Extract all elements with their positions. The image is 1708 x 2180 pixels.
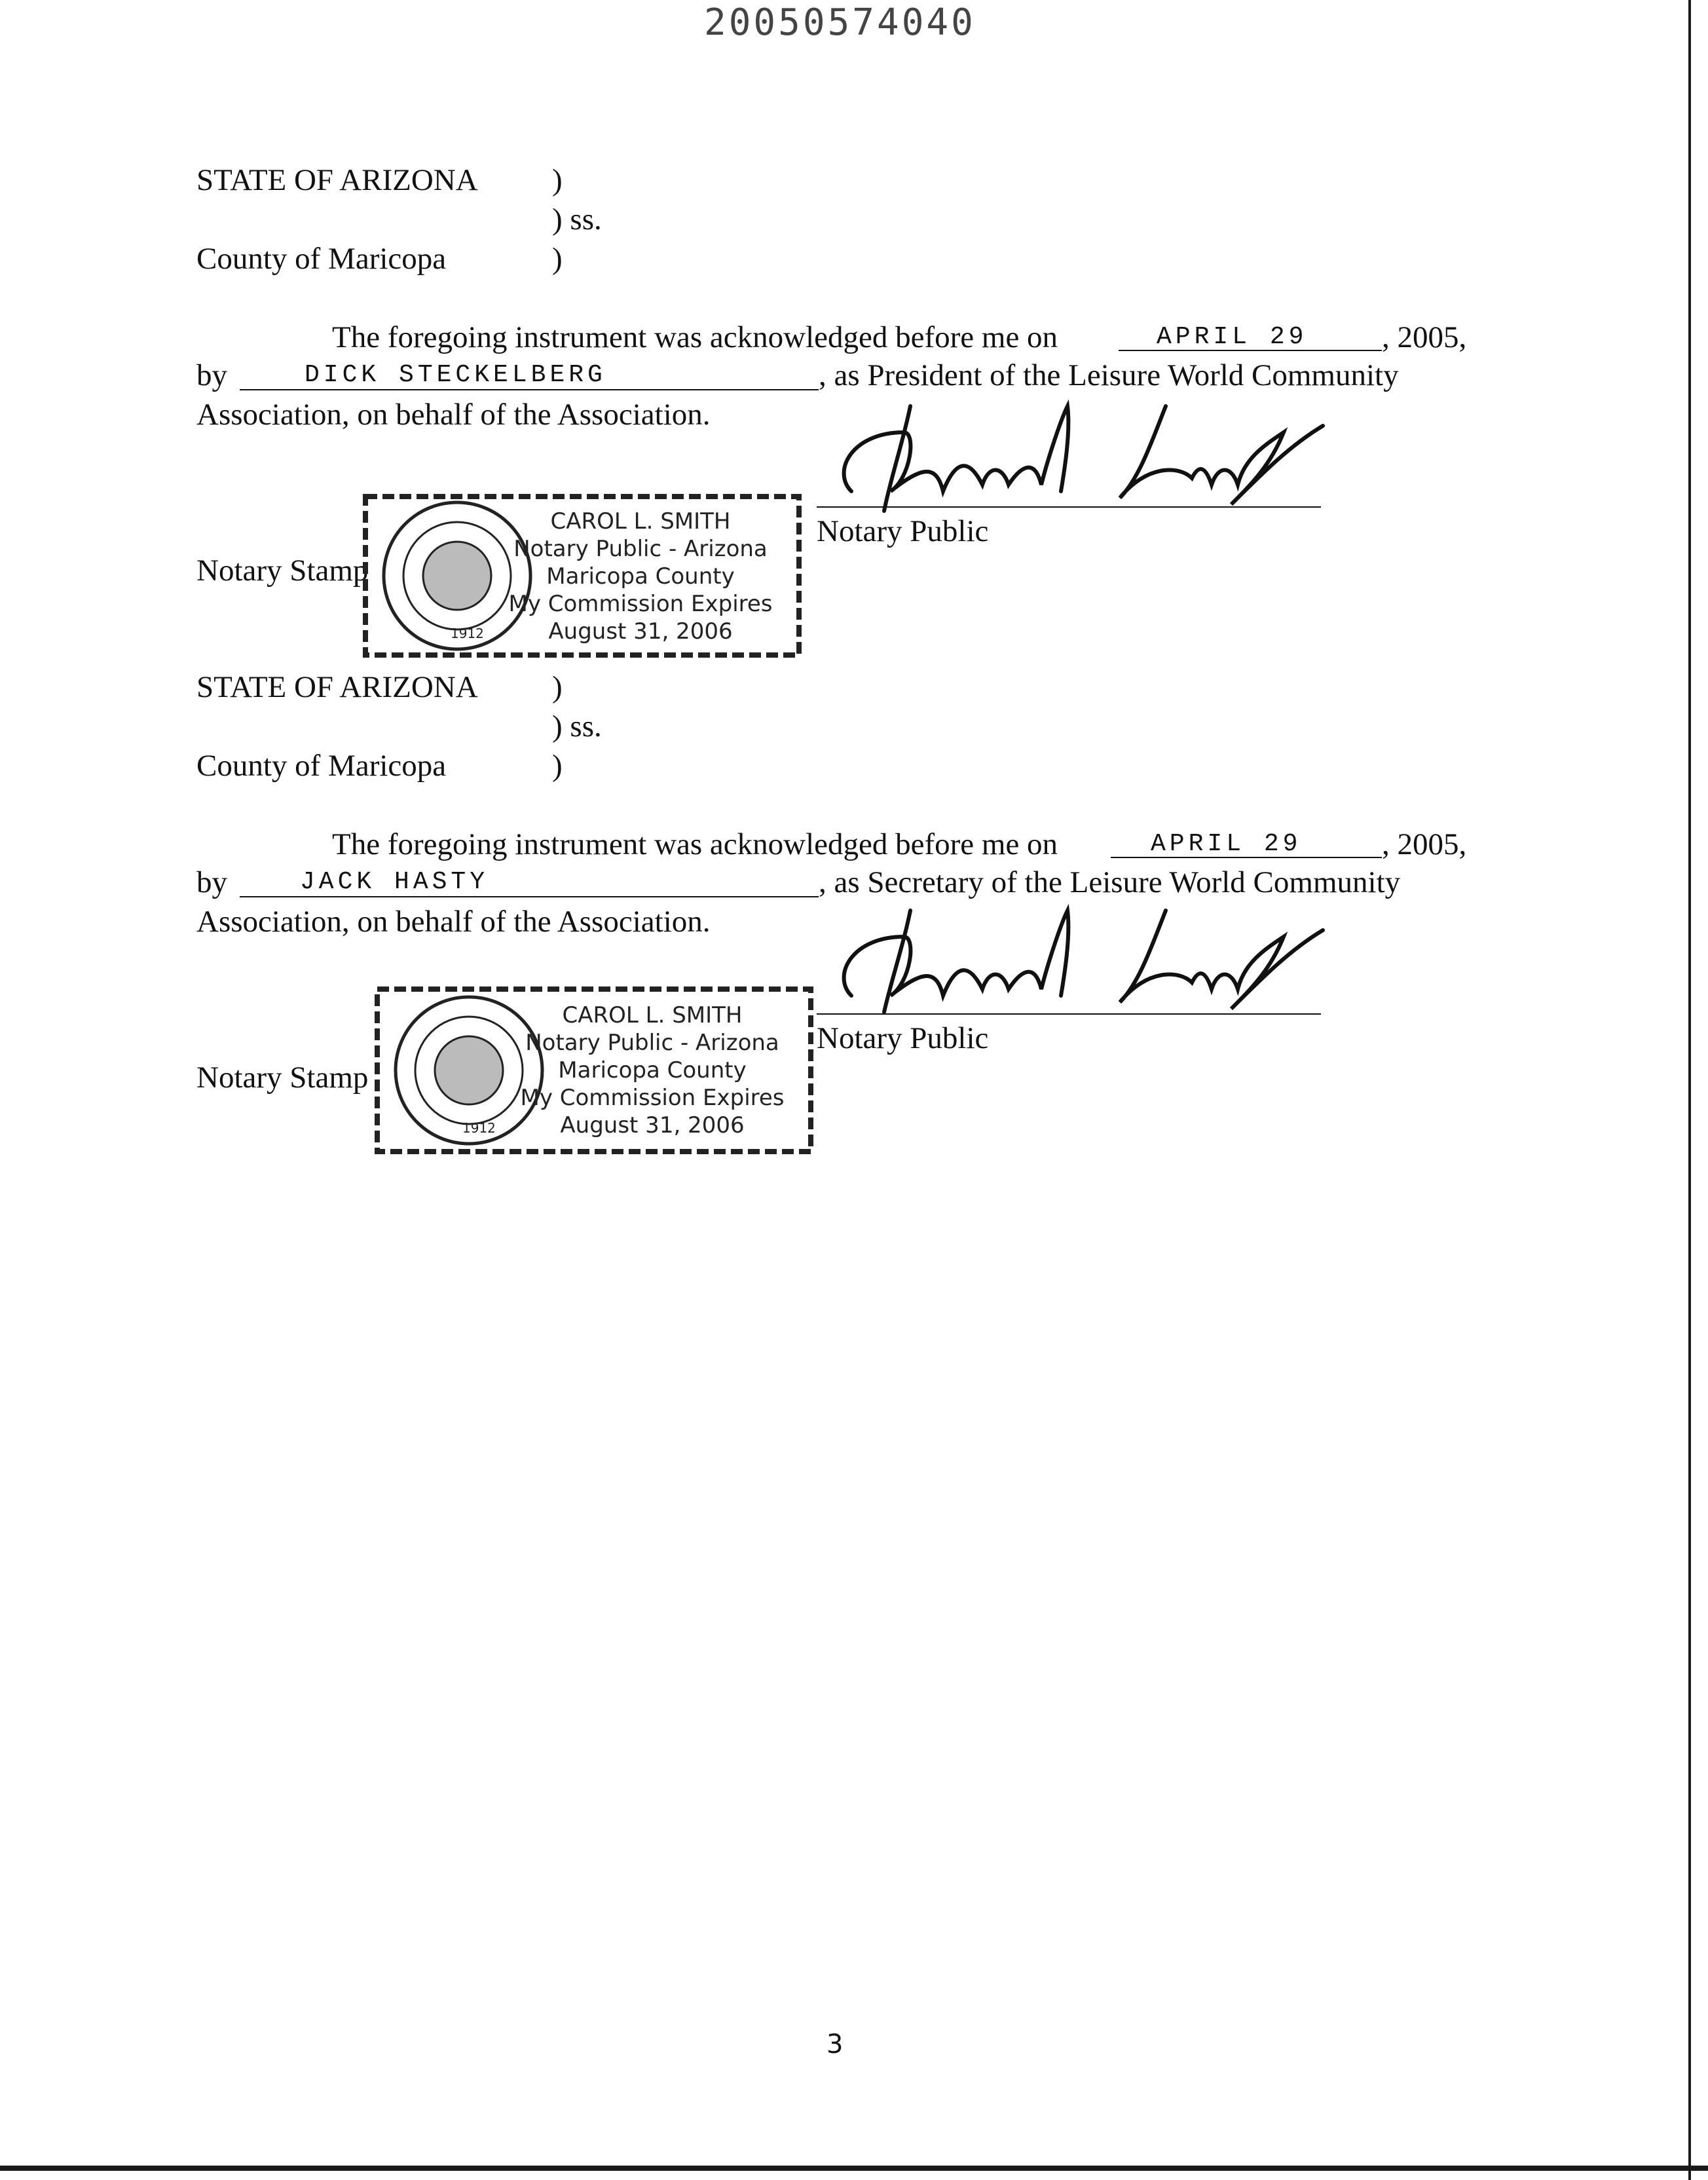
venue-paren: ) <box>552 163 563 197</box>
ack-year: , 2005, <box>1382 827 1467 861</box>
capacity-text: , as President of the Leisure World Community <box>819 358 1399 392</box>
notary-stamp <box>371 983 817 1158</box>
notary-signature-1 <box>812 393 1336 524</box>
stamp-line1: CAROL L. SMITH <box>550 508 731 535</box>
ack-year: , 2005, <box>1382 320 1467 354</box>
recording-number: 20050574040 <box>704 1 976 44</box>
notary-stamp-label: Notary Stamp <box>196 1061 369 1095</box>
venue-ss: ) ss. <box>552 709 602 743</box>
venue-county: County of Maricopa <box>196 749 447 783</box>
capacity-text-line2: Association, on behalf of the Association. <box>196 905 711 939</box>
seal-year: 1912 <box>451 626 484 641</box>
venue-state: STATE OF ARIZONA <box>196 163 478 197</box>
stamp-line5: August 31, 2006 <box>548 618 733 645</box>
seal-year: 1912 <box>462 1120 496 1136</box>
notary-stamp <box>359 490 806 662</box>
stamp-line2: Notary Public - Arizona <box>513 536 768 562</box>
stamp-line2: Notary Public - Arizona <box>525 1030 779 1056</box>
name-blank-line <box>240 389 819 390</box>
stamp-line3: Maricopa County <box>546 563 735 590</box>
capacity-text: , as Secretary of the Leisure World Community <box>819 865 1401 899</box>
by-label: by <box>196 865 227 899</box>
venue-paren: ) <box>552 670 563 704</box>
by-label: by <box>196 358 227 392</box>
notary-public-label: Notary Public <box>817 514 989 548</box>
capacity-text-line2: Association, on behalf of the Association. <box>196 398 711 432</box>
stamp-line1: CAROL L. SMITH <box>562 1002 743 1028</box>
stamp-line3: Maricopa County <box>558 1057 747 1083</box>
notary-stamp-label: Notary Stamp <box>196 554 369 588</box>
scan-edge-bottom <box>0 2166 1708 2171</box>
notary-signature-2 <box>812 904 1336 1022</box>
stamp-line4: My Commission Expires <box>508 591 773 617</box>
ack-intro: The foregoing instrument was acknowledged before me on <box>332 320 1058 354</box>
notary-signature-line <box>817 506 1321 508</box>
page-number: 3 <box>826 2029 844 2059</box>
ack-date: APRIL 29 <box>1157 323 1308 351</box>
ack-date: APRIL 29 <box>1151 830 1302 858</box>
signer-name: DICK STECKELBERG <box>305 361 606 389</box>
ack-intro: The foregoing instrument was acknowledged before me on <box>332 827 1058 861</box>
stamp-line5: August 31, 2006 <box>560 1112 745 1138</box>
notary-public-label: Notary Public <box>817 1021 989 1055</box>
name-blank-line <box>240 896 819 897</box>
venue-paren: ) <box>552 749 563 783</box>
venue-paren: ) <box>552 242 563 276</box>
venue-ss: ) ss. <box>552 202 602 236</box>
notary-signature-line <box>817 1013 1321 1015</box>
venue-county: County of Maricopa <box>196 242 447 276</box>
stamp-line4: My Commission Expires <box>520 1085 785 1111</box>
signer-name: JACK HASTY <box>300 868 489 896</box>
scan-edge-right <box>1688 0 1691 2180</box>
venue-state: STATE OF ARIZONA <box>196 670 478 704</box>
